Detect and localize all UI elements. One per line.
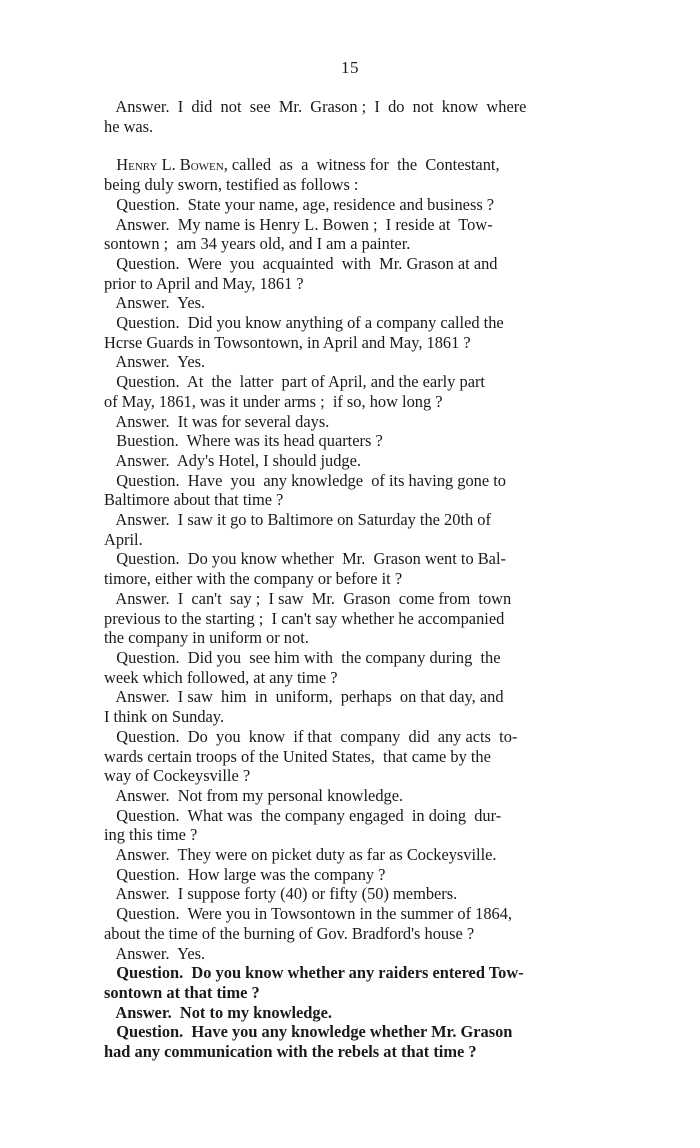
text-line: previous to the starting ; I can't say whether he accompanied	[104, 608, 505, 628]
text-line: Question. Do you know whether any raiders entered Tow-	[104, 963, 524, 983]
text-line: Question. Were you in Towsontown in the summer of 1864,	[104, 904, 513, 924]
text-line: I think on Sunday.	[104, 707, 225, 727]
text-line: prior to April and May, 1861 ?	[104, 273, 304, 293]
text-line: Answer. I suppose forty (40) or fifty (50) members.	[104, 884, 458, 904]
text-line: sontown ; am 34 years old, and I am a painter.	[104, 234, 411, 254]
text-line: Answer. Yes.	[104, 352, 206, 372]
text-line: Question. Did you know anything of a company called the	[104, 313, 504, 333]
text-line: Question. Do you know if that company did any acts to-	[104, 726, 518, 746]
bold-lines	[104, 963, 619, 1062]
text-line: Answer. I saw him in uniform, perhaps on that day, and	[104, 687, 504, 707]
text-line: Answer. Ady's Hotel, I should judge.	[104, 450, 361, 470]
text-line: he was.	[104, 116, 154, 136]
text-line: Answer. Yes.	[104, 293, 206, 313]
text-line: Question. How large was the company ?	[104, 864, 386, 884]
text-line: Answer. It was for several days.	[104, 411, 330, 431]
paragraph-gap	[104, 136, 619, 155]
text-line: Question. What was the company engaged in doing dur-	[104, 805, 502, 825]
text-line: Question. Were you acquainted with Mr. Grason at and	[104, 253, 498, 273]
text-line: timore, either with the company or before it ?	[104, 569, 403, 589]
page-number: 15	[341, 58, 359, 77]
text-line: Question. At the latter part of April, and the early part	[104, 372, 485, 392]
text-line: way of Cockeysville ?	[104, 766, 251, 786]
text-line: Baltimore about that time ?	[104, 490, 284, 510]
text-line: Question. Have you any knowledge whether Mr. Grason	[104, 1022, 513, 1042]
witness-intro-line	[104, 155, 619, 175]
text-line: Answer. Not from my personal knowledge.	[104, 785, 404, 805]
text-line: Buestion. Where was its head quarters ?	[104, 431, 383, 451]
text-line: Hcrse Guards in Towsontown, in April and May, 1861 ?	[104, 332, 471, 352]
text-line: Answer. My name is Henry L. Bowen ; I reside at Tow-	[104, 214, 493, 234]
text-line: Answer. Not to my knowledge.	[104, 1002, 332, 1022]
text-line: Answer. Yes.	[104, 943, 206, 963]
text-line: Question. State your name, age, residence and business ?	[104, 194, 495, 214]
text-line: had any communication with the rebels at that time ?	[104, 1042, 477, 1062]
top-lines	[104, 97, 619, 136]
text-line: week which followed, at any time ?	[104, 667, 338, 687]
text-line: April.	[104, 529, 143, 549]
text-line: Answer. I saw it go to Baltimore on Saturday the 20th of	[104, 510, 491, 530]
text-line: sontown at that time ?	[104, 982, 260, 1002]
witness-intro-rest: , called as a witness for the Contestant,	[223, 155, 500, 175]
text-line: the company in uniform or not.	[104, 628, 309, 648]
text-line: Answer. They were on picket duty as far as Cockeysville.	[104, 845, 497, 865]
testimony-text	[104, 97, 619, 1062]
text-line: being duly sworn, testified as follows :	[104, 175, 359, 195]
text-line: Question. Have you any knowledge of its having gone to	[104, 470, 506, 490]
text-line: Answer. I did not see Mr. Grason ; I do not know where	[104, 97, 527, 116]
text-line: ing this time ?	[104, 825, 198, 845]
text-line: Question. Do you know whether Mr. Grason went to Bal-	[104, 549, 506, 569]
text-line: Question. Did you see him with the company during the	[104, 647, 501, 667]
witness-name: Henry L. Bowen	[116, 155, 224, 175]
body-lines	[104, 175, 619, 963]
text-line: Answer. I can't say ; I saw Mr. Grason come from town	[104, 588, 512, 608]
text-line: wards certain troops of the United States, that came by the	[104, 746, 491, 766]
text-line: of May, 1861, was it under arms ; if so, how long ?	[104, 391, 443, 411]
text-line: about the time of the burning of Gov. Bradford's house ?	[104, 923, 475, 943]
